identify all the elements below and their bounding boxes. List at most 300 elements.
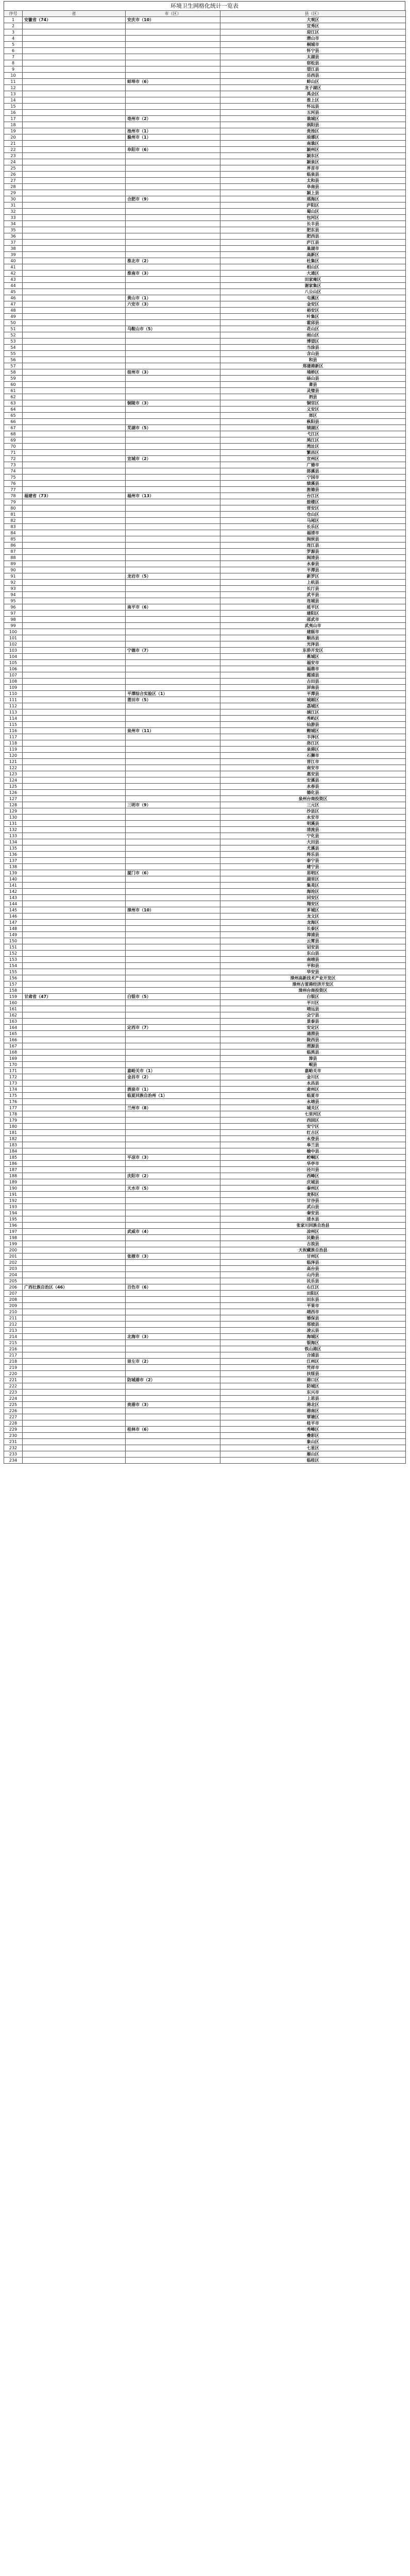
province-cell [23, 289, 126, 295]
table-row [4, 1025, 406, 1031]
city-cell [126, 808, 220, 815]
row-number-cell: 234 [4, 1458, 23, 1464]
county-cell: 秦州区 [220, 1185, 406, 1192]
city-cell [126, 97, 220, 104]
county-cell: 贵池区 [220, 128, 406, 134]
table-row [4, 573, 406, 580]
row-number-cell: 216 [4, 1346, 23, 1352]
table-row [4, 487, 406, 493]
row-number-cell: 63 [4, 400, 23, 406]
table-row [4, 932, 406, 938]
table-row [4, 833, 406, 839]
province-cell [23, 573, 126, 580]
province-cell [23, 1371, 126, 1377]
province-cell [23, 555, 126, 561]
row-number-cell: 167 [4, 1043, 23, 1049]
row-number-cell: 128 [4, 802, 23, 808]
province-cell [23, 153, 126, 159]
table-row [4, 42, 406, 48]
county-cell: 龙子湖区 [220, 85, 406, 91]
row-number-cell: 158 [4, 988, 23, 994]
row-number-cell: 124 [4, 777, 23, 784]
city-cell [126, 827, 220, 833]
table-row [4, 332, 406, 338]
county-cell: 邵武市 [220, 617, 406, 623]
province-cell [23, 394, 126, 400]
county-cell: 金川区 [220, 1074, 406, 1080]
row-number-cell: 85 [4, 536, 23, 543]
province-cell [23, 1303, 126, 1309]
table-row [4, 277, 406, 283]
city-cell [126, 1309, 220, 1315]
province-cell [23, 895, 126, 901]
city-cell [126, 1414, 220, 1420]
county-cell: 思明区 [220, 870, 406, 876]
city-cell [126, 406, 220, 413]
table-row [4, 938, 406, 944]
county-cell: 义安区 [220, 406, 406, 413]
row-number-cell: 200 [4, 1247, 23, 1253]
province-cell [23, 1006, 126, 1012]
province-cell [23, 233, 126, 240]
province-cell [23, 326, 126, 332]
row-number-cell: 17 [4, 116, 23, 122]
county-cell: 洛江区 [220, 740, 406, 747]
row-number-cell: 153 [4, 957, 23, 963]
row-number-cell: 77 [4, 487, 23, 493]
city-cell [126, 518, 220, 524]
province-cell [23, 827, 126, 833]
table-row [4, 957, 406, 963]
city-cell [126, 437, 220, 444]
province-cell [23, 505, 126, 512]
county-cell: 禹会区 [220, 91, 406, 97]
city-cell: 厦门市（6） [126, 870, 220, 876]
table-row [4, 1210, 406, 1216]
county-cell: 庐阳区 [220, 202, 406, 209]
county-cell: 福安市 [220, 660, 406, 666]
province-cell [23, 431, 126, 437]
table-row [4, 1136, 406, 1142]
county-cell: 叶集区 [220, 314, 406, 320]
county-cell: 蜀山区 [220, 209, 406, 215]
county-cell: 永登县 [220, 1136, 406, 1142]
row-number-cell: 93 [4, 586, 23, 592]
table-row [4, 104, 406, 110]
spreadsheet [4, 1, 405, 1464]
table-row [4, 1056, 406, 1062]
row-number-cell: 206 [4, 1284, 23, 1291]
county-cell: 长丰县 [220, 221, 406, 227]
province-cell [23, 876, 126, 883]
province-cell [23, 481, 126, 487]
row-number-cell: 58 [4, 369, 23, 376]
province-cell [23, 777, 126, 784]
row-number-cell: 229 [4, 1427, 23, 1433]
row-number-cell: 193 [4, 1204, 23, 1210]
table-row [4, 1012, 406, 1019]
city-cell [126, 1303, 220, 1309]
province-cell [23, 468, 126, 474]
city-cell [126, 165, 220, 172]
row-number-cell: 38 [4, 246, 23, 252]
county-cell: 武山县 [220, 1204, 406, 1210]
row-number-cell: 198 [4, 1235, 23, 1241]
province-cell [23, 1451, 126, 1458]
county-cell: 安溪县 [220, 777, 406, 784]
table-row [4, 425, 406, 431]
city-cell [126, 110, 220, 116]
row-number-cell: 138 [4, 864, 23, 870]
county-cell: 安宁区 [220, 1124, 406, 1130]
city-cell [126, 1223, 220, 1229]
table-row [4, 1031, 406, 1037]
county-cell: 平和县 [220, 963, 406, 969]
county-cell: 山丹县 [220, 1272, 406, 1278]
table-row [4, 944, 406, 951]
province-cell [23, 1365, 126, 1371]
row-number-cell: 111 [4, 697, 23, 703]
city-cell [126, 672, 220, 679]
row-number-cell: 91 [4, 573, 23, 580]
province-cell [23, 450, 126, 456]
city-cell [126, 141, 220, 147]
row-number-cell: 87 [4, 549, 23, 555]
province-cell [23, 499, 126, 505]
table-row [4, 116, 406, 122]
city-cell [126, 388, 220, 394]
city-cell [126, 1445, 220, 1451]
row-number-cell: 84 [4, 530, 23, 536]
table-row [4, 1451, 406, 1458]
table-row [4, 1087, 406, 1093]
province-cell [23, 1049, 126, 1056]
table-row [4, 1272, 406, 1278]
province-cell [23, 1204, 126, 1210]
province-cell [23, 1389, 126, 1396]
city-cell [126, 1365, 220, 1371]
table-row [4, 765, 406, 771]
city-cell [126, 722, 220, 728]
city-cell [126, 1247, 220, 1253]
province-cell [23, 1130, 126, 1136]
county-cell: 城厢区 [220, 697, 406, 703]
row-number-cell: 6 [4, 48, 23, 54]
county-cell: 荔城区 [220, 703, 406, 709]
city-cell [126, 988, 220, 994]
row-number-cell: 129 [4, 808, 23, 815]
table-row [4, 1148, 406, 1155]
city-cell: 宁德市（7） [126, 648, 220, 654]
county-cell: 凭祥市 [220, 1365, 406, 1371]
row-number-cell: 74 [4, 468, 23, 474]
city-cell [126, 1266, 220, 1272]
row-number-cell: 187 [4, 1167, 23, 1173]
county-cell: 宁化县 [220, 833, 406, 839]
city-cell [126, 462, 220, 468]
table-row [4, 1439, 406, 1445]
table-row [4, 740, 406, 747]
row-number-cell: 232 [4, 1445, 23, 1451]
city-cell [126, 876, 220, 883]
table-row [4, 437, 406, 444]
table-row [4, 839, 406, 845]
county-cell: 龙文区 [220, 913, 406, 920]
row-number-cell: 224 [4, 1396, 23, 1402]
province-cell [23, 617, 126, 623]
table-row [4, 951, 406, 957]
province-cell [23, 1173, 126, 1179]
table-row [4, 815, 406, 821]
county-cell: 景泰县 [220, 1019, 406, 1025]
city-cell [126, 277, 220, 283]
county-cell: 长泰区 [220, 926, 406, 932]
row-number-cell: 82 [4, 518, 23, 524]
city-cell: 平凉市（3） [126, 1155, 220, 1161]
city-cell [126, 264, 220, 270]
province-cell [23, 753, 126, 759]
county-cell: 肃州区 [220, 1087, 406, 1093]
table-row [4, 716, 406, 722]
province-cell [23, 474, 126, 481]
table-row [4, 1185, 406, 1192]
table-row [4, 326, 406, 332]
row-number-cell: 64 [4, 406, 23, 413]
province-cell [23, 852, 126, 858]
row-number-cell: 142 [4, 889, 23, 895]
city-cell [126, 481, 220, 487]
province-cell [23, 264, 126, 270]
table-row [4, 883, 406, 889]
row-number-cell: 217 [4, 1352, 23, 1359]
table-row [4, 481, 406, 487]
table-row [4, 246, 406, 252]
city-cell [126, 777, 220, 784]
county-cell: 清水县 [220, 1216, 406, 1223]
row-number-cell: 18 [4, 122, 23, 128]
row-number-cell: 34 [4, 221, 23, 227]
city-cell [126, 153, 220, 159]
city-cell [126, 332, 220, 338]
province-cell [23, 1080, 126, 1087]
county-cell: 扶绥县 [220, 1371, 406, 1377]
table-row [4, 388, 406, 394]
table-row [4, 159, 406, 165]
table-row [4, 567, 406, 573]
city-cell [126, 505, 220, 512]
row-number-cell: 156 [4, 975, 23, 981]
county-cell: 西固区 [220, 1117, 406, 1124]
row-number-cell: 159 [4, 994, 23, 1000]
county-cell: 瑶海区 [220, 196, 406, 202]
province-cell [23, 73, 126, 79]
province-cell [23, 512, 126, 518]
county-cell: 象山区 [220, 1439, 406, 1445]
province-cell [23, 196, 126, 202]
province-cell [23, 747, 126, 753]
city-cell [126, 338, 220, 345]
row-number-cell: 28 [4, 184, 23, 190]
row-number-cell: 157 [4, 981, 23, 988]
county-cell: 永昌县 [220, 1080, 406, 1087]
row-number-cell: 212 [4, 1321, 23, 1328]
row-number-cell: 50 [4, 320, 23, 326]
table-row [4, 1402, 406, 1408]
city-cell [126, 926, 220, 932]
table-row [4, 462, 406, 468]
county-cell: 含山县 [220, 351, 406, 357]
city-cell [126, 1383, 220, 1389]
city-cell [126, 104, 220, 110]
city-cell: 临夏回族自治州（1） [126, 1093, 220, 1099]
province-cell [23, 580, 126, 586]
row-number-cell: 123 [4, 771, 23, 777]
row-number-cell: 29 [4, 190, 23, 196]
province-cell [23, 1309, 126, 1315]
province-cell [23, 295, 126, 301]
table-row [4, 802, 406, 808]
county-cell: 湾沚区 [220, 444, 406, 450]
province-cell [23, 1278, 126, 1284]
city-cell [126, 1451, 220, 1458]
table-row [4, 97, 406, 104]
county-cell: 张家川回族自治县 [220, 1223, 406, 1229]
county-cell: 望江县 [220, 66, 406, 73]
table-row [4, 994, 406, 1000]
county-cell: 泉州台商投资区 [220, 796, 406, 802]
table-row [4, 1241, 406, 1247]
county-cell: 岳西县 [220, 73, 406, 79]
table-row [4, 1155, 406, 1161]
province-cell [23, 444, 126, 450]
table-row [4, 586, 406, 592]
city-cell [126, 1049, 220, 1056]
city-cell [126, 790, 220, 796]
city-cell [126, 1031, 220, 1037]
province-cell [23, 1117, 126, 1124]
province-cell [23, 314, 126, 320]
county-cell: 武平县 [220, 592, 406, 598]
province-cell [23, 1352, 126, 1359]
county-cell: 古田县 [220, 679, 406, 685]
city-cell: 龙岩市（5） [126, 573, 220, 580]
city-cell [126, 1420, 220, 1427]
county-cell: 清流县 [220, 827, 406, 833]
county-cell: 淮上区 [220, 97, 406, 104]
city-cell: 三明市（9） [126, 802, 220, 808]
row-number-cell: 81 [4, 512, 23, 518]
province-cell [23, 1031, 126, 1037]
province-cell [23, 635, 126, 641]
city-cell [126, 1346, 220, 1352]
data-table [4, 10, 406, 1464]
city-cell [126, 1389, 220, 1396]
province-cell [23, 1458, 126, 1464]
table-row [4, 1179, 406, 1185]
county-cell: 镜湖区 [220, 425, 406, 431]
province-cell [23, 1000, 126, 1006]
table-row [4, 1049, 406, 1056]
city-cell [126, 1198, 220, 1204]
row-number-cell: 102 [4, 641, 23, 648]
province-cell [23, 549, 126, 555]
county-cell: 丰泽区 [220, 734, 406, 740]
table-row [4, 270, 406, 277]
city-cell: 贵港市（3） [126, 1402, 220, 1408]
row-number-cell: 25 [4, 165, 23, 172]
table-row [4, 1074, 406, 1080]
province-cell [23, 845, 126, 852]
row-number-cell: 71 [4, 450, 23, 456]
province-cell [23, 277, 126, 283]
city-cell [126, 685, 220, 691]
row-number-cell: 79 [4, 499, 23, 505]
city-cell: 嘉峪关市（1） [126, 1068, 220, 1074]
table-row [4, 1062, 406, 1068]
row-number-cell: 127 [4, 796, 23, 802]
province-cell [23, 413, 126, 419]
county-cell: 靖远县 [220, 1006, 406, 1012]
city-cell [126, 784, 220, 790]
county-cell: 相山区 [220, 264, 406, 270]
city-cell: 宣城市（2） [126, 456, 220, 462]
province-cell [23, 437, 126, 444]
county-cell: 麦积区 [220, 1192, 406, 1198]
county-cell: 榆中县 [220, 1148, 406, 1155]
table-row [4, 456, 406, 462]
table-row [4, 1006, 406, 1012]
county-cell: 永泰县 [220, 561, 406, 567]
county-cell: 雨山区 [220, 332, 406, 338]
table-row [4, 796, 406, 802]
county-cell: 嘉峪关市 [220, 1068, 406, 1074]
row-number-cell: 135 [4, 845, 23, 852]
province-cell [23, 172, 126, 178]
county-cell: 平潭县 [220, 691, 406, 697]
city-cell [126, 747, 220, 753]
city-cell [126, 246, 220, 252]
city-cell [126, 320, 220, 326]
row-number-cell: 218 [4, 1359, 23, 1365]
table-row [4, 703, 406, 709]
county-cell: 华安县 [220, 969, 406, 975]
table-row [4, 54, 406, 60]
county-cell: 金安区 [220, 301, 406, 308]
province-cell [23, 1340, 126, 1346]
county-cell: 华亭市 [220, 1161, 406, 1167]
county-cell: 潜山市 [220, 36, 406, 42]
city-cell [126, 314, 220, 320]
row-number-cell: 95 [4, 598, 23, 604]
county-cell: 台江区 [220, 493, 406, 499]
county-cell: 秦安县 [220, 1210, 406, 1216]
table-row [4, 1099, 406, 1105]
city-cell [126, 66, 220, 73]
province-cell [23, 957, 126, 963]
table-row [4, 852, 406, 858]
city-cell: 南平市（6） [126, 604, 220, 611]
table-row [4, 264, 406, 270]
row-number-cell: 172 [4, 1074, 23, 1080]
table-row [4, 233, 406, 240]
county-cell: 谢家集区 [220, 283, 406, 289]
county-cell: 海城区 [220, 1334, 406, 1340]
row-number-cell: 169 [4, 1056, 23, 1062]
county-cell: 临洮县 [220, 1049, 406, 1056]
county-cell: 广德市 [220, 462, 406, 468]
county-cell: 鼓楼区 [220, 499, 406, 505]
province-cell [23, 771, 126, 777]
